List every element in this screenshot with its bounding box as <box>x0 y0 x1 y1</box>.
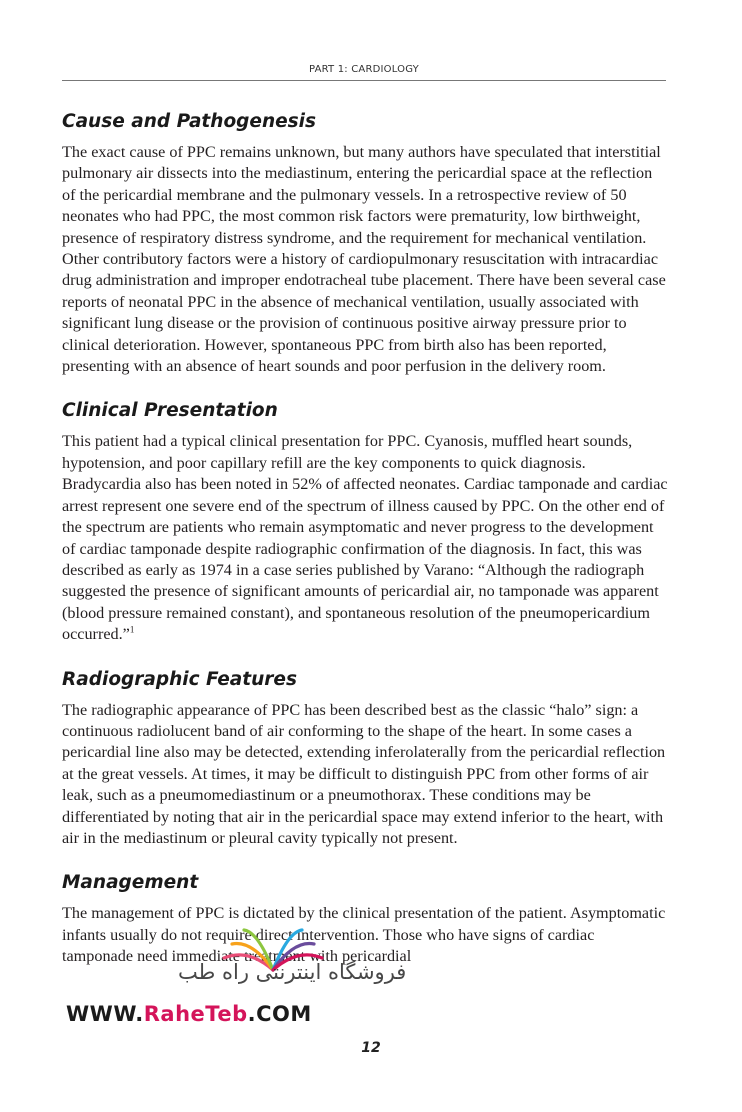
section-heading: Management <box>62 872 199 894</box>
section-paragraph: The radiographic appearance of PPC has been described best as the classic “halo” sign: a continuous radiolucent band of air conforming to the shape of the heart. In some cases a pericardial line also may be detected, extending inferolaterally from the pericardial reflection at the great vessels. At times, it may be difficult to distinguish PPC from other forms of air leak, such as a pneumomediastinum or a pneumothorax. These conditions may be differentiated by noting that air in the pericardial space may extend inferior to the heart, with air in the mediastinum or pleural cavity typically not present. <box>62 700 666 847</box>
running-head: PART 1: CARDIOLOGY <box>309 64 419 75</box>
watermark-persian-text: فروشگاه اینترنتی راه طب <box>178 960 407 984</box>
section-clinical-presentation <box>62 399 668 645</box>
section-radiographic-features <box>62 668 668 850</box>
section-paragraph: The exact cause of PPC remains unknown, but many authors have speculated that interstitial pulmonary air dissects into the mediastinum, entering the pericardial space at the reflection of the pericardial membrane and the pulmonary vessels. In a retrospective review of 50 neonates who had PPC, the most common risk factors were prematurity, low birthweight, presence of respiratory distress syndrome, and the requirement for mechanical ventilation. Other contributory factors were a history of cardiopulmonary resuscitation with intracardiac drug administration and improper endotracheal tube placement. There have been several case reports of neonatal PPC in the absence of mechanical ventilation, usually associated with significant lung disease or the provision of continuous positive airway pressure prior to clinical deterioration. However, spontaneous PPC from birth also has been reported, presenting with an absence of heart sounds and poor perfusion in the delivery room. <box>62 143 666 376</box>
section-paragraph <box>62 431 668 645</box>
section-cause-pathogenesis <box>62 110 668 377</box>
section-management <box>62 871 668 967</box>
section-heading: Radiographic Features <box>62 668 297 690</box>
watermark-url-prefix: WWW. <box>66 1002 144 1026</box>
section-heading: Cause and Pathogenesis <box>62 111 317 132</box>
watermark-url <box>66 1002 312 1026</box>
watermark-url-brand: RaheTeb <box>143 1002 248 1026</box>
watermark-url-suffix: .COM <box>247 1002 312 1026</box>
footnote-marker[interactable]: 1 <box>129 624 135 635</box>
page-content <box>62 110 668 990</box>
page-number: 12 <box>361 1040 381 1056</box>
header-rule <box>62 80 666 81</box>
paragraph-text: This patient had a typical clinical presentation for PPC. Cyanosis, muffled heart sounds, hypotension, and poor capillary refill are the key components to quick diagnosis. Bradycardia also has been noted in 52% of affected neonates. Cardiac tamponade and cardiac arrest represent one severe end of the spectrum of illness caused by PPC. On the other end of the spectrum are patients who remain asymptomatic and never progress to the development of cardiac tamponade despite radiographic confirmation of the diagnosis. In fact, this was described as early as 1974 in a case series published by Varano: “Although the radiograph suggested the presence of significant amounts of pericardial air, no tamponade was apparent (blood pressure remained constant), and spontaneous resolution of the pneumopericardium occurred.” <box>62 432 668 644</box>
section-heading: Clinical Presentation <box>62 400 278 422</box>
section-paragraph: The management of PPC is dictated by the clinical presentation of the patient. Asymptomatic infants usually do not require direct intervention. Those who have signs of cardiac tamponade need immediate treatment with pericardial <box>62 904 666 966</box>
